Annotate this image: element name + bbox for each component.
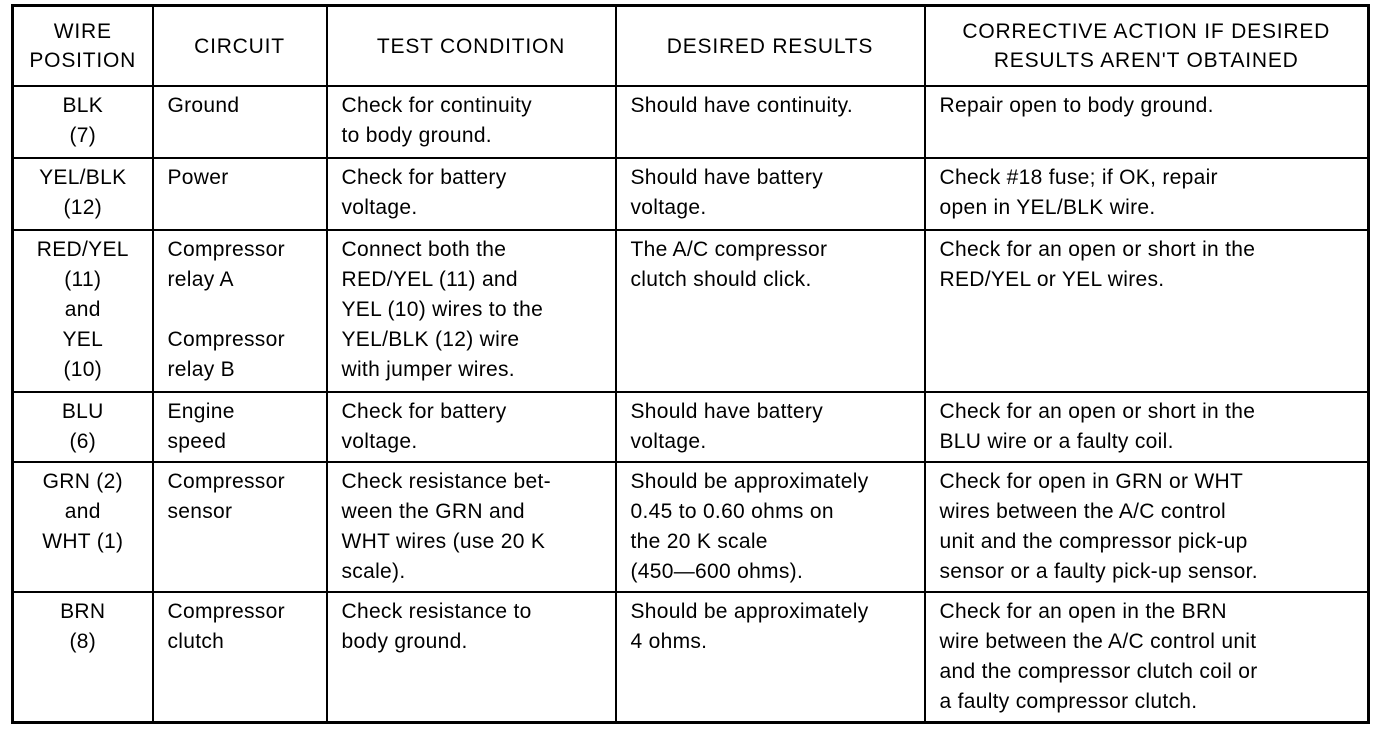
table-row	[13, 158, 1369, 230]
desired-results-cell: Should be approximately 0.45 to 0.60 ohms on the 20 K scale (450—600 ohms).	[616, 462, 925, 592]
table-body	[13, 86, 1369, 723]
table-row	[13, 462, 1369, 592]
header-corrective-action: CORRECTIVE ACTION IF DESIRED RESULTS AREN'T OBTAINED	[925, 6, 1369, 87]
wire-position-cell: YEL/BLK (12)	[13, 158, 153, 230]
wire-position-cell: BLK (7)	[13, 86, 153, 158]
test-condition-cell: Check for battery voltage.	[327, 158, 616, 230]
test-condition-cell: Check for battery voltage.	[327, 392, 616, 462]
circuit-cell: Compressor sensor	[153, 462, 327, 592]
header-desired-results: DESIRED RESULTS	[616, 6, 925, 87]
test-condition-cell: Check resistance bet- ween the GRN and WHT wires (use 20 K scale).	[327, 462, 616, 592]
corrective-action-cell: Check for open in GRN or WHT wires between the A/C control unit and the compressor pick-up sensor or a faulty pick-up sensor.	[925, 462, 1369, 592]
desired-results-cell: Should have continuity.	[616, 86, 925, 158]
wire-position-cell: BRN (8)	[13, 592, 153, 723]
troubleshooting-document	[11, 4, 1367, 731]
table-row	[13, 230, 1369, 392]
header-test-condition: TEST CONDITION	[327, 6, 616, 87]
corrective-action-cell: Check for an open or short in the BLU wire or a faulty coil.	[925, 392, 1369, 462]
wire-test-table	[11, 4, 1370, 724]
desired-results-cell: The A/C compressor clutch should click.	[616, 230, 925, 392]
circuit-cell: Compressor relay A Compressor relay B	[153, 230, 327, 392]
table-row	[13, 86, 1369, 158]
wire-position-cell: GRN (2) and WHT (1)	[13, 462, 153, 592]
corrective-action-cell: Repair open to body ground.	[925, 86, 1369, 158]
header-row	[13, 6, 1369, 87]
header-wire-position: WIRE POSITION	[13, 6, 153, 87]
corrective-action-cell: Check for an open or short in the RED/YEL or YEL wires.	[925, 230, 1369, 392]
test-condition-cell: Connect both the RED/YEL (11) and YEL (10) wires to the YEL/BLK (12) wire with jumper wires.	[327, 230, 616, 392]
desired-results-cell: Should be approximately 4 ohms.	[616, 592, 925, 723]
circuit-cell: Engine speed	[153, 392, 327, 462]
table-row	[13, 592, 1369, 723]
corrective-action-cell: Check #18 fuse; if OK, repair open in YEL/BLK wire.	[925, 158, 1369, 230]
corrective-action-cell: Check for an open in the BRN wire between the A/C control unit and the compressor clutch coil or a faulty compressor clutch.	[925, 592, 1369, 723]
desired-results-cell: Should have battery voltage.	[616, 392, 925, 462]
circuit-cell: Compressor clutch	[153, 592, 327, 723]
wire-position-cell: RED/YEL (11) and YEL (10)	[13, 230, 153, 392]
test-condition-cell: Check for continuity to body ground.	[327, 86, 616, 158]
circuit-cell: Ground	[153, 86, 327, 158]
desired-results-cell: Should have battery voltage.	[616, 158, 925, 230]
circuit-cell: Power	[153, 158, 327, 230]
header-circuit: CIRCUIT	[153, 6, 327, 87]
table-row	[13, 392, 1369, 462]
wire-position-cell: BLU (6)	[13, 392, 153, 462]
test-condition-cell: Check resistance to body ground.	[327, 592, 616, 723]
table-header	[13, 6, 1369, 87]
